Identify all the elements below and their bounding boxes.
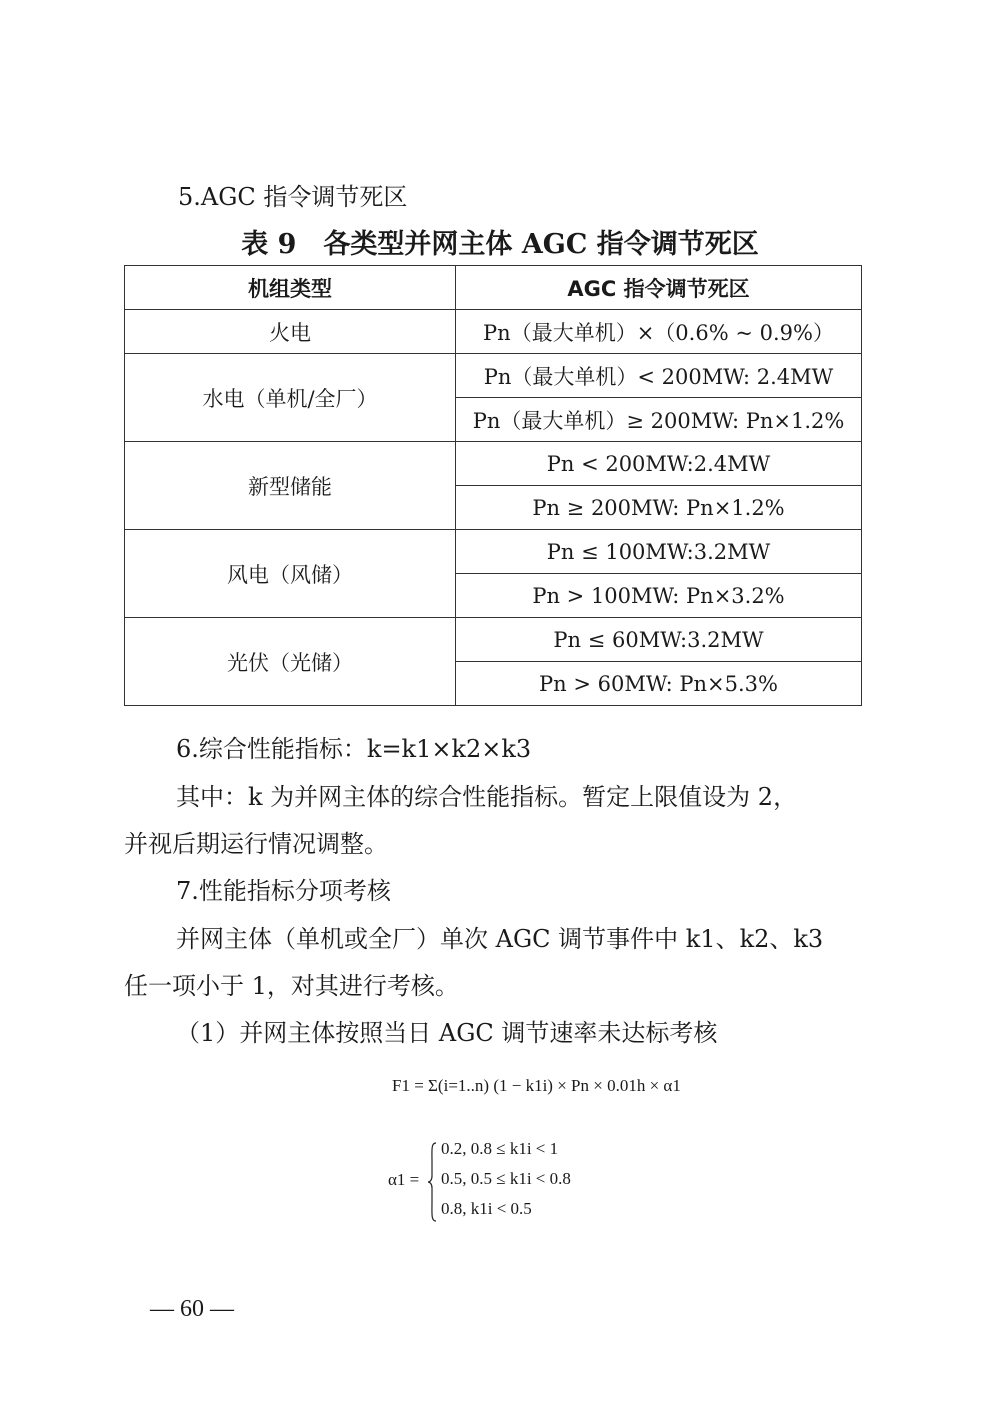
cell-hydro-value-1: Pn（最大单机）< 200MW: 2.4MW [456,354,862,398]
paragraph-2-line-1: 并网主体（单机或全厂）单次 AGC 调节事件中 k1、k2、k3 [176,925,824,953]
cell-hydro-type: 水电（单机/全厂） [125,354,456,442]
cell-pv-value-1: Pn ≤ 60MW:3.2MW [456,618,862,662]
table-row [125,618,862,662]
paragraph-1-line-2: 并视后期运行情况调整。 [124,830,388,858]
cell-wind-value-1: Pn ≤ 100MW:3.2MW [456,530,862,574]
header-unit-type: 机组类型 [125,266,456,310]
cell-storage-type: 新型储能 [125,442,456,530]
cell-thermal-type: 火电 [125,310,456,354]
formula-f1: F1 = Σ(i=1..n) (1 − k1i) × Pn × 0.01h × α1 [392,1076,681,1095]
cell-hydro-value-2: Pn（最大单机）≥ 200MW: Pn×1.2% [456,398,862,442]
table-row [125,530,862,574]
cell-wind-type: 风电（风储） [125,530,456,618]
agc-deadband-table [124,265,862,706]
left-brace-icon [427,1142,437,1222]
cell-pv-value-2: Pn > 60MW: Pn×5.3% [456,662,862,706]
table-row [125,442,862,486]
cell-wind-value-2: Pn > 100MW: Pn×3.2% [456,574,862,618]
section-6-heading: 6.综合性能指标：k=k1×k2×k3 [176,735,532,763]
formula-alpha-case-2: 0.5, 0.5 ≤ k1i < 0.8 [441,1169,571,1188]
cell-thermal-value: Pn（最大单机）×（0.6% ~ 0.9%） [456,310,862,354]
item-1-heading: （1）并网主体按照当日 AGC 调节速率未达标考核 [176,1019,718,1047]
section-7-heading: 7.性能指标分项考核 [176,877,391,905]
formula-alpha-lhs: α1 = [388,1170,420,1189]
cell-storage-value-2: Pn ≥ 200MW: Pn×1.2% [456,486,862,530]
table-caption: 表 9 各类型并网主体 AGC 指令调节死区 [241,229,759,260]
table-header-row [125,266,862,310]
header-deadband: AGC 指令调节死区 [456,266,862,310]
paragraph-2-line-2: 任一项小于 1，对其进行考核。 [124,972,459,1000]
section-5-heading: 5.AGC 指令调节死区 [178,183,408,211]
cell-storage-value-1: Pn < 200MW:2.4MW [456,442,862,486]
table-row [125,354,862,398]
formula-alpha-case-3: 0.8, k1i < 0.5 [441,1199,532,1218]
table-row [125,310,862,354]
page-number: — 60 — [150,1296,234,1322]
formula-alpha-case-1: 0.2, 0.8 ≤ k1i < 1 [441,1139,559,1158]
cell-pv-type: 光伏（光储） [125,618,456,706]
paragraph-1-line-1: 其中：k 为并网主体的综合性能指标。暂定上限值设为 2， [176,783,798,811]
